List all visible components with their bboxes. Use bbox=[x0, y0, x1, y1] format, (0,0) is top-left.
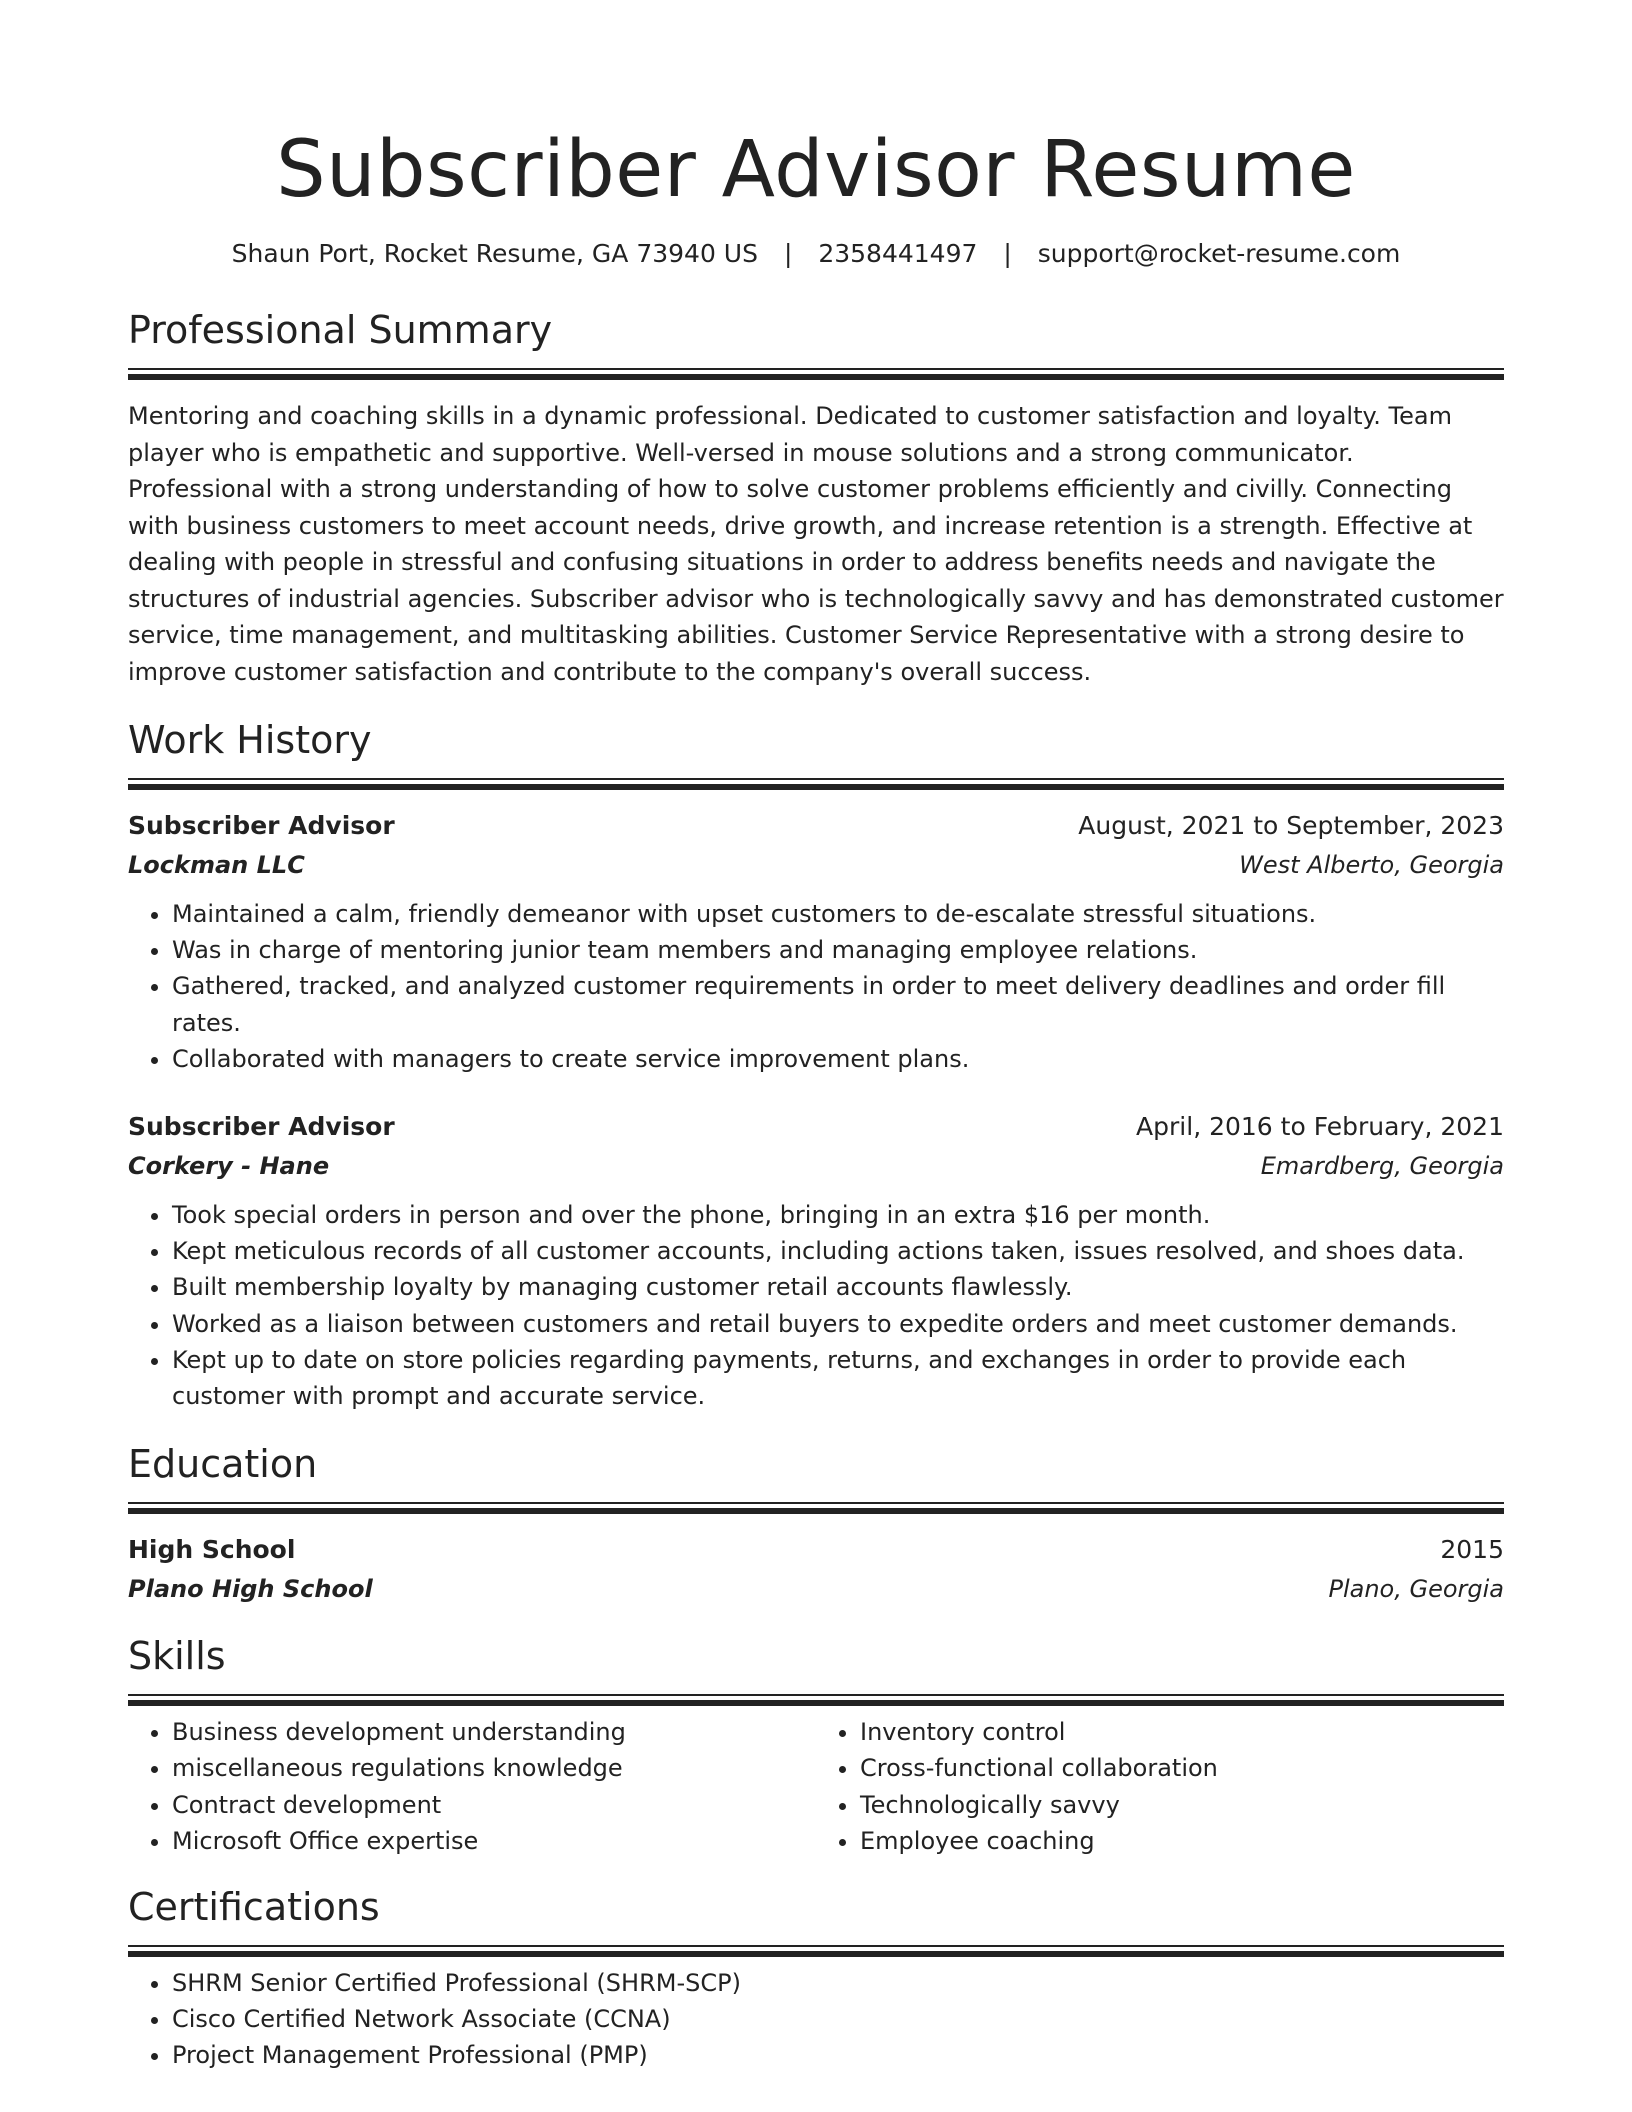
section-divider bbox=[128, 368, 1504, 378]
job-bullet-list bbox=[128, 896, 1504, 1077]
education-entry bbox=[128, 1530, 1504, 1608]
education-header-row bbox=[128, 1530, 1504, 1570]
job-location: West Alberto, Georgia bbox=[1239, 851, 1504, 879]
skill-item: • Cross-functional collaboration bbox=[860, 1750, 1504, 1786]
job-company-row bbox=[128, 846, 1504, 884]
skills-section bbox=[128, 1632, 1504, 1859]
job-bullet: • Maintained a calm, friendly demeanor with upset customers to de-escalate stressful situations. bbox=[172, 896, 1504, 932]
education-school-row bbox=[128, 1570, 1504, 1608]
job-location: Emardberg, Georgia bbox=[1260, 1152, 1504, 1181]
education-school: Plano High School bbox=[128, 1575, 373, 1604]
contact-separator: | bbox=[783, 239, 793, 268]
section-divider bbox=[128, 778, 1504, 788]
job-bullet: • Gathered, tracked, and analyzed customer requirements in order to meet delivery deadlines and order fill rates. bbox=[172, 968, 1504, 1040]
education-location: Plano, Georgia bbox=[1328, 1575, 1504, 1604]
skill-item: • miscellaneous regulations knowledge bbox=[172, 1750, 816, 1786]
certifications-list bbox=[128, 1965, 1504, 2074]
skills-grid bbox=[128, 1714, 1504, 1859]
skill-item: • Business development understanding bbox=[172, 1714, 816, 1750]
section-heading-education: Education bbox=[128, 1442, 318, 1487]
job-bullet-list bbox=[128, 1197, 1504, 1414]
job-bullet: • Built membership loyalty by managing customer retail accounts flawlessly. bbox=[172, 1269, 1504, 1305]
job-bullet: • Took special orders in person and over the phone, bringing in an extra $16 per month. bbox=[172, 1197, 1504, 1233]
summary-text: Mentoring and coaching skills in a dynamic professional. Dedicated to customer satisfaction and loyalty. Team player who is empathetic and supportive. Well-versed in mouse solutions and a strong communicator. Professional with a strong understanding of how to solve customer problems efficiently and civilly. Connecting with business customers to meet account needs, drive growth, and increase retention is a strength. Effective at dealing with people in stressful and confusing situations in order to address benefits needs and navigate the structures of industrial agencies. Subscriber advisor who is technologically savvy and has demonstrated customer service, time management, and multitasking abilities. Customer Service Representative with a strong desire to improve customer satisfaction and contribute to the company's overall success. bbox=[128, 402, 1504, 686]
skill-item: • Microsoft Office expertise bbox=[172, 1823, 816, 1859]
contact-email: support@rocket-resume.com bbox=[1037, 239, 1401, 268]
skill-item: • Contract development bbox=[172, 1787, 816, 1823]
section-divider bbox=[128, 1945, 1504, 1955]
section-heading-certifications: Certifications bbox=[128, 1885, 380, 1930]
skills-list-right bbox=[816, 1714, 1504, 1859]
job-company: Lockman LLC bbox=[128, 851, 305, 879]
job-bullet: • Collaborated with managers to create service improvement plans. bbox=[172, 1041, 1504, 1077]
job-company: Corkery - Hane bbox=[128, 1152, 330, 1181]
job-bullet: • Was in charge of mentoring junior team members and managing employee relations. bbox=[172, 932, 1504, 968]
job-entry bbox=[128, 806, 1504, 1077]
job-bullet: • Kept up to date on store policies regarding payments, returns, and exchanges in order to provide each customer with prompt and accurate service. bbox=[172, 1342, 1504, 1414]
resume-title: Subscriber Advisor Resume bbox=[276, 125, 1356, 215]
job-header-row bbox=[128, 1107, 1504, 1147]
work-history-section bbox=[128, 716, 1504, 1414]
section-divider bbox=[128, 1694, 1504, 1704]
skill-item: • Employee coaching bbox=[860, 1823, 1504, 1859]
job-header-row bbox=[128, 806, 1504, 846]
skill-item: • Technologically savvy bbox=[860, 1787, 1504, 1823]
job-title: Subscriber Advisor bbox=[128, 1112, 395, 1142]
skills-list-left bbox=[128, 1714, 816, 1859]
section-divider bbox=[128, 1502, 1504, 1512]
education-year: 2015 bbox=[1440, 1535, 1504, 1565]
certifications-section bbox=[128, 1883, 1504, 2074]
certification-item: • Project Management Professional (PMP) bbox=[172, 2037, 1504, 2073]
section-heading-summary: Professional Summary bbox=[128, 308, 553, 352]
section-heading-skills: Skills bbox=[128, 1634, 226, 1679]
contact-line bbox=[128, 238, 1504, 270]
section-heading-work-history: Work History bbox=[128, 718, 372, 762]
contact-address: Shaun Port, Rocket Resume, GA 73940 US bbox=[231, 239, 758, 268]
skill-item: • Inventory control bbox=[860, 1714, 1504, 1750]
job-dates: April, 2016 to February, 2021 bbox=[1136, 1112, 1504, 1142]
job-dates: August, 2021 to September, 2023 bbox=[1078, 811, 1504, 840]
job-bullet: • Kept meticulous records of all customer accounts, including actions taken, issues resolved, and shoes data. bbox=[172, 1233, 1504, 1269]
job-entry bbox=[128, 1107, 1504, 1414]
contact-phone: 2358441497 bbox=[818, 239, 978, 268]
certification-item: • SHRM Senior Certified Professional (SHRM-SCP) bbox=[172, 1965, 1504, 2001]
education-section bbox=[128, 1440, 1504, 1608]
job-title: Subscriber Advisor bbox=[128, 811, 395, 840]
job-bullet: • Worked as a liaison between customers and retail buyers to expedite orders and meet customer demands. bbox=[172, 1306, 1504, 1342]
job-company-row bbox=[128, 1147, 1504, 1185]
contact-separator: | bbox=[1003, 239, 1012, 268]
education-degree: High School bbox=[128, 1535, 296, 1565]
certification-item: • Cisco Certified Network Associate (CCNA) bbox=[172, 2001, 1504, 2037]
summary-section bbox=[128, 306, 1504, 690]
